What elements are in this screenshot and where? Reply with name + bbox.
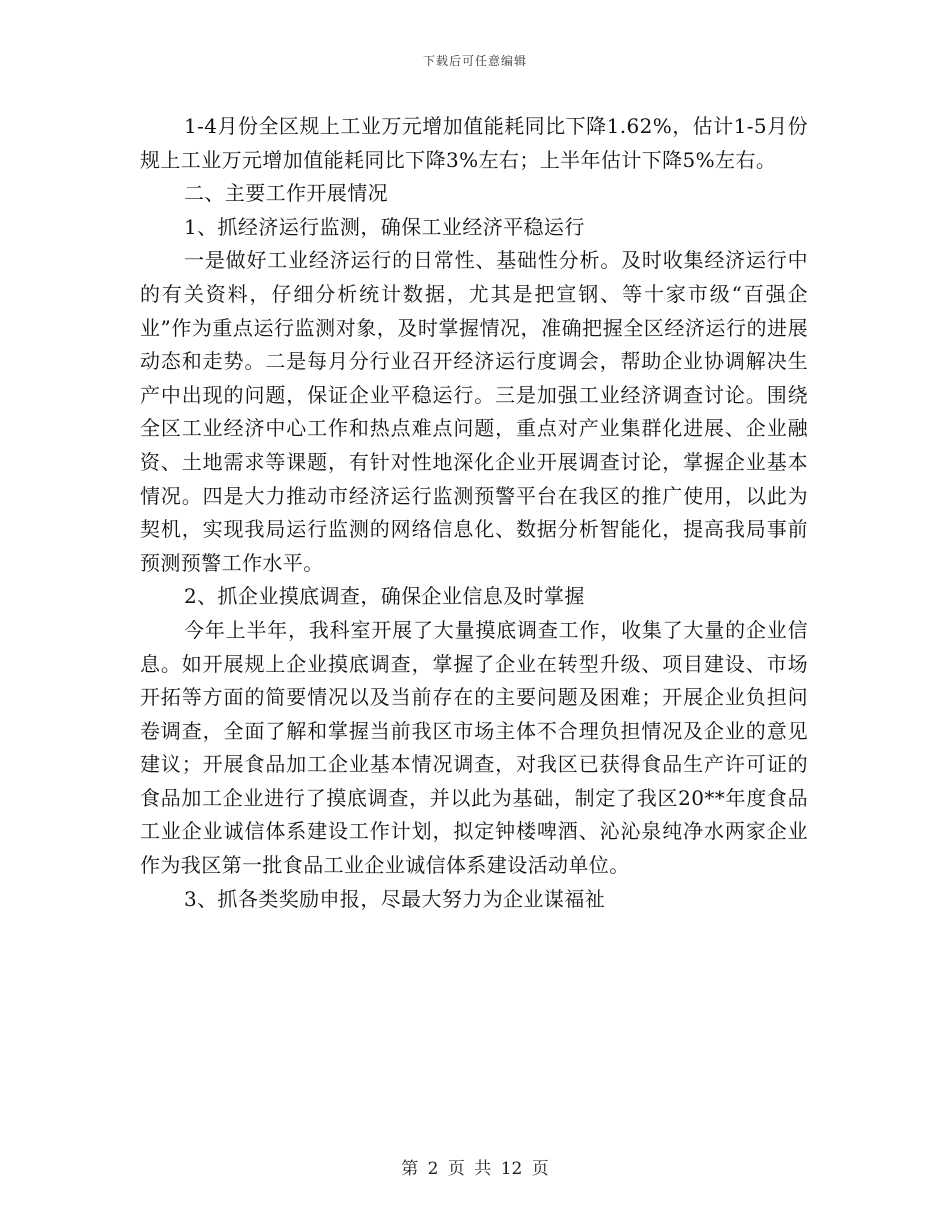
subheading-economic-monitoring: 1、抓经济运行监测，确保工业经济平稳运行	[184, 214, 585, 239]
subheading-award-application: 3、抓各类奖励申报，尽最大努力为企业谋福祉	[184, 886, 606, 911]
subheading-enterprise-survey: 2、抓企业摸底调查，确保企业信息及时掌握	[184, 584, 585, 609]
paragraph-energy-consumption: 1-4月份全区规上工业万元增加值能耗同比下降1.62%，估计1-5月份规上工业万元增加值能耗同比下降3%左右；上半年估计下降5%左右。	[140, 114, 808, 172]
page-header-note: 下载后可任意编辑	[422, 54, 527, 68]
document-body	[140, 110, 808, 916]
section-heading-main-work: 二、主要工作开展情况	[184, 181, 388, 206]
page-number: 第 2 页 共 12 页	[401, 1159, 549, 1179]
paragraph-economic-monitoring: 一是做好工业经济运行的日常性、基础性分析。及时收集经济运行中的有关资料，仔细分析统计数据，尤其是把宣钢、等十家市级“百强企业”作为重点运行监测对象，及时掌握情况，准确把握全区经济运行的进展动态和走势。二是每月分行业召开经济运行度调会，帮助企业协调解决生产中出现的问题，保证企业平稳运行。三是加强工业经济调查讨论。围绕全区工业经济中心工作和热点难点问题，重点对产业集群化进展、企业融资、土地需求等课题，有针对性地深化企业开展调查讨论，掌握企业基本情况。四是大力推动市经济运行监测预警平台在我区的推广使用，以此为契机，实现我局运行监测的网络信息化、数据分析智能化，提高我局事前预测预警工作水平。	[140, 248, 808, 575]
paragraph-enterprise-survey: 今年上半年，我科室开展了大量摸底调查工作，收集了大量的企业信息。如开展规上企业摸底调查，掌握了企业在转型升级、项目建设、市场开拓等方面的简要情况以及当前存在的主要问题及困难；开展企业负担问卷调查，全面了解和掌握当前我区市场主体不合理负担情况及企业的意见建议；开展食品加工企业基本情况调查，对我区已获得食品生产许可证的食品加工企业进行了摸底调查，并以此为基础，制定了我区20**年度食品工业企业诚信体系建设工作计划，拟定钟楼啤酒、沁沁泉纯净水两家企业作为我区第一批食品工业企业诚信体系建设活动单位。	[140, 617, 808, 878]
